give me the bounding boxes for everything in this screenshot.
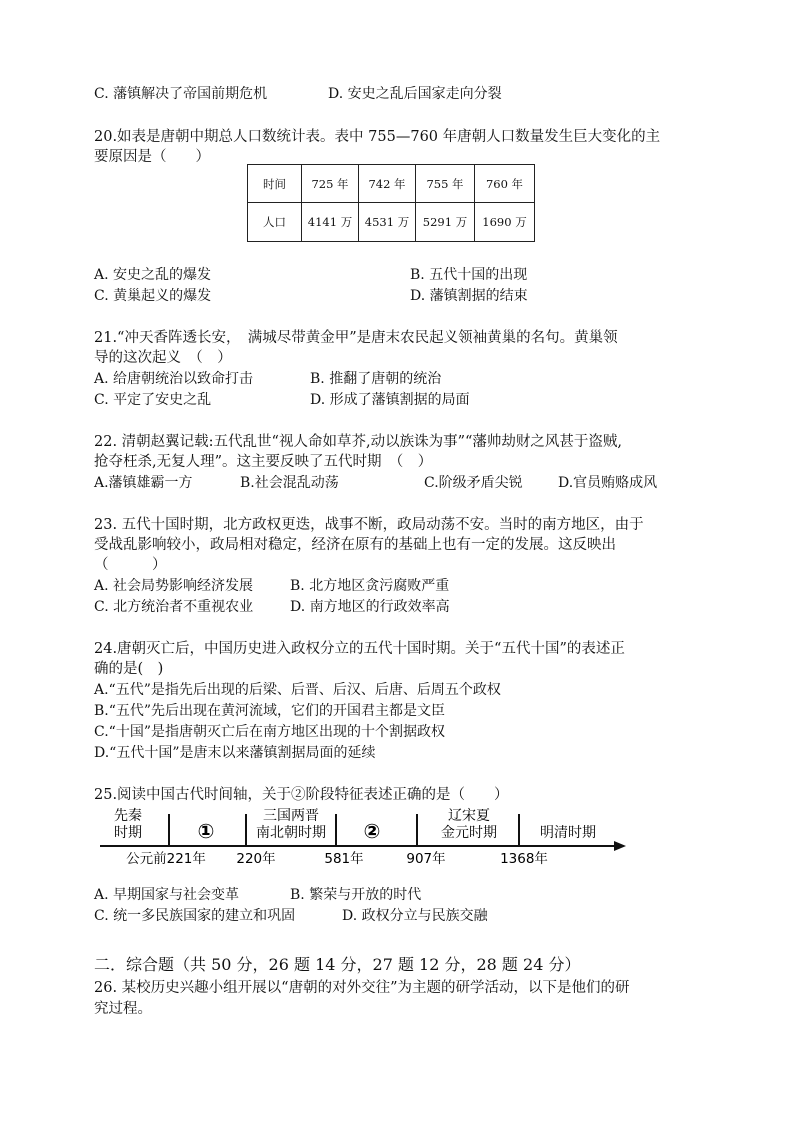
arrow-icon [614, 841, 626, 851]
q19-option-c: C. 藩镇解决了帝国前期危机 [94, 86, 268, 102]
table-cell: 742 年 [359, 165, 416, 203]
q21-option-c: C. 平定了安史之乱 [94, 392, 212, 408]
period-marker-2: ② [363, 819, 381, 843]
table-cell: 1690 万 [475, 203, 535, 242]
year-label: 907年 [406, 851, 446, 867]
period-mingqing: 明清时期 [540, 825, 596, 841]
q23-option-b: B. 北方地区贪污腐败严重 [290, 578, 450, 594]
q24-option-d: D.“五代十国”是唐末以来藩镇割据局面的延续 [94, 745, 376, 761]
table-cell: 4531 万 [359, 203, 416, 242]
timeline-graphic [96, 806, 636, 868]
q19-option-d: D. 安史之乱后国家走向分裂 [328, 86, 502, 102]
year-label: 220年 [236, 851, 276, 867]
q23-option-d: D. 南方地区的行政效率高 [290, 599, 450, 615]
q21-stem-line2: 导的这次起义 （ ） [94, 350, 232, 366]
population-table [247, 164, 535, 242]
period-pre-qin-line1: 先秦 [114, 808, 142, 824]
q21-stem-line1: 21.“冲天香阵透长安， 满城尽带黄金甲”是唐末农民起义领袖黄巢的名句。黄巢领 [94, 330, 618, 346]
q21-option-a: A. 给唐朝统治以致命打击 [94, 371, 254, 387]
q24-stem-line1: 24.唐朝灭亡后，中国历史进入政权分立的五代十国时期。关于“五代十国”的表述正 [94, 641, 625, 657]
q23-stem-line3: （ ） [94, 557, 167, 573]
q23-stem-line1: 23. 五代十国时期，北方政权更迭，战事不断，政局动荡不安。当时的南方地区，由于 [94, 517, 644, 533]
q25-option-b: B. 繁荣与开放的时代 [290, 887, 422, 903]
q23-stem-line2: 受战乱影响较小，政局相对稳定，经济在原有的基础上也有一定的发展。这反映出 [94, 537, 616, 553]
q25-option-a: A. 早期国家与社会变革 [94, 887, 240, 903]
table-cell: 5291 万 [416, 203, 475, 242]
q22-stem-line1: 22. 清朝赵翼记载:五代乱世“视人命如草芥,动以族诛为事”“藩帅劫财之风甚于盗贼, [94, 434, 623, 450]
year-label: 581年 [324, 851, 364, 867]
period-liao-line2: 金元时期 [441, 825, 497, 841]
q24-option-a: A.“五代”是指先后出现的后梁、后晋、后汉、后唐、后周五个政权 [94, 682, 501, 698]
q24-option-c: C.“十国”是指唐朝灭亡后在南方地区出现的十个割据政权 [94, 724, 445, 740]
q22-option-d: D.官员贿赂成风 [558, 475, 658, 491]
period-sanguo-line2: 南北朝时期 [256, 825, 326, 841]
q26-stem-line1: 26. 某校历史兴趣小组开展以“唐朝的对外交往”为主题的研学活动，以下是他们的研 [94, 980, 630, 996]
period-sanguo-line1: 三国两晋 [263, 808, 319, 824]
q20-option-a: A. 安史之乱的爆发 [94, 267, 212, 283]
period-liao-line1: 辽宋夏 [448, 808, 490, 824]
q20-stem-line1: 20.如表是唐朝中期总人口数统计表。表中 755—760 年唐朝人口数量发生巨大变化的主 [94, 129, 661, 145]
table-cell: 4141 万 [302, 203, 359, 242]
q22-option-c: C.阶级矛盾尖锐 [424, 475, 523, 491]
table-cell: 755 年 [416, 165, 475, 203]
year-label: 公元前221年 [126, 851, 206, 867]
table-cell: 725 年 [302, 165, 359, 203]
q24-option-b: B.“五代”先后出现在黄河流域，它们的开国君主都是文臣 [94, 703, 446, 719]
q25-option-c: C. 统一多民族国家的建立和巩固 [94, 908, 296, 924]
q23-option-c: C. 北方统治者不重视农业 [94, 599, 254, 615]
q22-stem-line2: 抢夺枉杀,无复人理”。这主要反映了五代时期 （ ） [94, 454, 433, 470]
q20-option-c: C. 黄巢起义的爆发 [94, 288, 212, 304]
year-label: 1368年 [500, 851, 548, 867]
q22-option-a: A.藩镇雄霸一方 [94, 475, 193, 491]
q25-option-d: D. 政权分立与民族交融 [342, 908, 488, 924]
table-row-label: 人口 [248, 203, 302, 242]
table-cell: 760 年 [475, 165, 535, 203]
q20-option-b: B. 五代十国的出现 [410, 267, 528, 283]
q23-option-a: A. 社会局势影响经济发展 [94, 578, 254, 594]
q20-option-d: D. 藩镇割据的结束 [410, 288, 528, 304]
history-timeline [96, 806, 636, 872]
section2-heading: 二．综合题（共 50 分，26 题 14 分，27 题 12 分，28 题 24 分） [94, 955, 581, 974]
q22-option-b: B.社会混乱动荡 [240, 475, 339, 491]
period-marker-1: ① [197, 819, 215, 843]
q21-option-d: D. 形成了藩镇割据的局面 [310, 392, 470, 408]
q20-stem-line2: 要原因是（ ） [94, 149, 210, 165]
q26-stem-line2: 究过程。 [94, 1001, 152, 1017]
table-row-label: 时间 [248, 165, 302, 203]
q25-stem: 25.阅读中国古代时间轴，关于②阶段特征表述正确的是（ ） [94, 787, 509, 803]
period-pre-qin-line2: 时期 [114, 825, 142, 841]
q21-option-b: B. 推翻了唐朝的统治 [310, 371, 442, 387]
q24-stem-line2: 确的是( ) [94, 661, 164, 677]
